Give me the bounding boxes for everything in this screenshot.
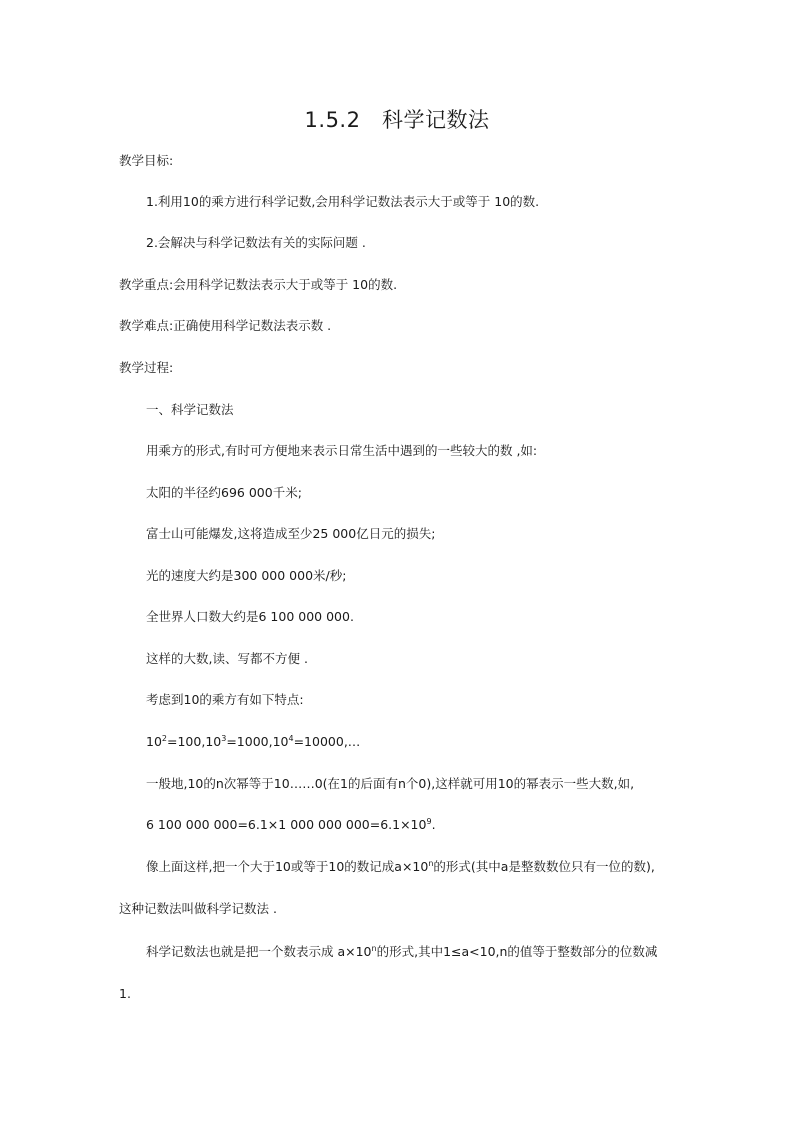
summary-line (146, 944, 657, 960)
example-calculation (146, 817, 436, 833)
power-base: 10 (146, 734, 162, 749)
summary-part2: 的形式,其中1≤a<10,n的值等于整数部分的位数减 (376, 944, 658, 959)
power-base: 10 (205, 734, 222, 749)
power-exponent: 4 (288, 734, 294, 743)
process-heading: 教学过程: (119, 360, 174, 375)
page-title: 1.5.2 科学记数法 (304, 108, 490, 132)
consider-text: 考虑到10的乘方有如下特点: (146, 692, 304, 707)
objective-2: 2.会解决与科学记数法有关的实际问题 . (146, 235, 366, 250)
example-sun: 太阳的半径约696 000千米; (146, 485, 302, 500)
calc-exponent: 9 (426, 817, 432, 826)
calc-text: 6 100 000 000=6.1×1 000 000 000=6.1×10 (146, 817, 427, 832)
definition-part1: 像上面这样,把一个大于10或等于10的数记成a×10 (146, 859, 429, 874)
example-light: 光的速度大约是300 000 000米/秒; (146, 568, 347, 583)
difficulty: 教学难点:正确使用科学记数法表示数 . (119, 318, 332, 333)
example-fuji: 富士山可能爆发,这将造成至少25 000亿日元的损失; (146, 526, 436, 541)
section-heading: 一、科学记数法 (146, 402, 234, 417)
power-base: 10 (272, 734, 289, 749)
key-point: 教学重点:会用科学记数法表示大于或等于 10的数. (119, 277, 398, 292)
summary-continuation: 1. (119, 986, 131, 1001)
objectives-heading: 教学目标: (119, 153, 174, 168)
power-value: =1000, (226, 734, 273, 749)
power-value: =100, (167, 734, 206, 749)
power-exponent: 3 (221, 734, 227, 743)
inconvenient-note: 这样的大数,读、写都不方便 . (146, 651, 308, 666)
power-value: =10000,… (293, 734, 361, 749)
intro-paragraph: 用乘方的形式,有时可方便地来表示日常生活中遇到的一些较大的数 ,如: (146, 443, 538, 458)
general-statement: 一般地,10的n次幂等于10……0(在1的后面有n个0),这样就可用10的幂表示一些大数,如, (146, 776, 635, 791)
power-exponent: 2 (161, 734, 167, 743)
calc-end: . (431, 817, 436, 832)
powers-of-ten (146, 734, 360, 750)
summary-part1: 科学记数法也就是把一个数表示成 a×10 (146, 944, 372, 959)
definition-exponent: n (428, 859, 434, 868)
definition-continuation: 这种记数法叫做科学记数法 . (119, 901, 277, 916)
objective-1: 1.利用10的乘方进行科学记数,会用科学记数法表示大于或等于 10的数. (146, 194, 540, 209)
summary-exponent: n (371, 944, 377, 953)
example-population: 全世界人口数大约是6 100 000 000. (146, 609, 354, 624)
definition-part2: 的形式(其中a是整数数位只有一位的数), (433, 859, 655, 874)
definition-line (146, 859, 655, 875)
